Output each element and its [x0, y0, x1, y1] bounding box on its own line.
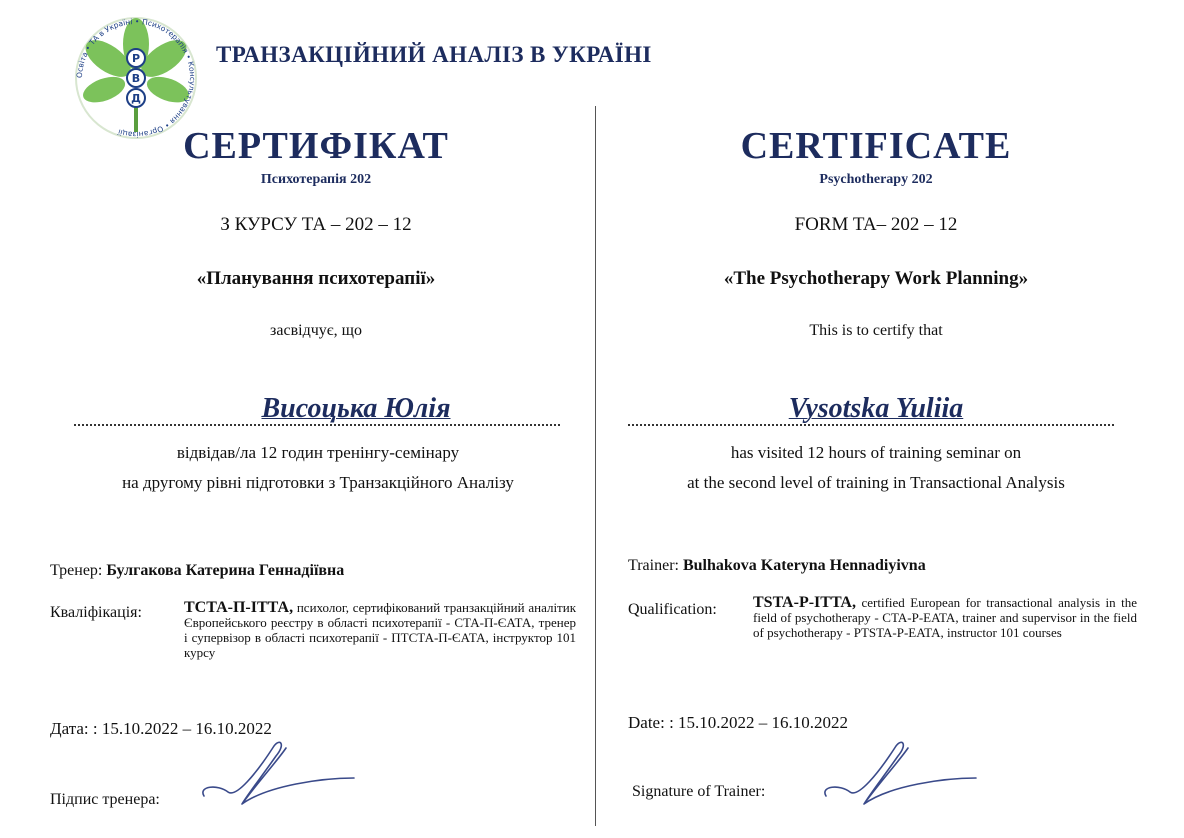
- certificate-subtitle-en: Psychotherapy 202: [819, 172, 933, 187]
- trainer-signature-ua: [196, 738, 360, 810]
- trainer-line-ua: [50, 562, 344, 580]
- attended-line2-en: at the second level of training in Transactional Analysis: [687, 473, 1065, 492]
- date-en: Date: : 15.10.2022 – 16.10.2022: [628, 713, 849, 732]
- signature-label-en: Signature of Trainer:: [632, 783, 766, 800]
- org-title: ТРАНЗАКЦІЙНИЙ АНАЛІЗ В УКРАЇНІ: [216, 42, 652, 67]
- attended-line1-en: has visited 12 hours of training seminar on: [730, 443, 1022, 462]
- certificate-title-en: CERTIFICATE: [740, 125, 1012, 167]
- logo-letter: Р: [131, 52, 141, 65]
- qualification-code-en: TSTA-P-ITTA,: [753, 594, 856, 611]
- qualification-label-en: Qualification:: [628, 601, 717, 618]
- qualification-text-ua: [184, 600, 576, 660]
- course-name-en: «The Psychotherapy Work Planning»: [723, 268, 1029, 289]
- qualification-label-ua: Кваліфікація:: [50, 604, 142, 621]
- course-code-ua: З КУРСУ ТА – 202 – 12: [220, 214, 412, 235]
- course-name-ua: «Планування психотерапії»: [196, 268, 436, 289]
- certificate-subtitle-ua: Психотерапія 202: [260, 172, 372, 187]
- recipient-name-en: Vysotska Yuliia: [788, 393, 964, 424]
- trainer-line-en: [628, 557, 926, 575]
- name-underline-en: [628, 424, 1114, 426]
- date-ua: Дата: : 15.10.2022 – 16.10.2022: [50, 719, 272, 738]
- name-underline-ua: [74, 424, 560, 426]
- logo-letter: Д: [131, 92, 141, 105]
- qualification-text-en: [753, 595, 1137, 640]
- org-logo: [72, 14, 200, 142]
- trainer-label-ua: Тренер:: [50, 562, 103, 579]
- trainer-name-ua: Булгакова Катерина Геннадіївна: [106, 562, 345, 579]
- logo-letter: В: [131, 72, 141, 85]
- signature-label-ua: Підпис тренера:: [50, 791, 160, 808]
- recipient-name-ua: Висоцька Юлія: [261, 393, 451, 424]
- certificate-title-ua: СЕРТИФІКАТ: [183, 125, 449, 167]
- trainer-label-en: Trainer:: [628, 557, 679, 574]
- certify-text-en: This is to certify that: [809, 322, 943, 339]
- trainer-name-en: Bulhakova Kateryna Hennadiyivna: [682, 557, 926, 574]
- qualification-desc-ua: психолог, сертифікований транзакційний аналітик Європейського реєстру в області психотерапії - СТА-П-ЄАТА, тренер і супервізор в області психотерапії - ПТСТА-П-ЄАТА, інструктор 101 курсу: [184, 600, 577, 660]
- certify-text-ua: засвідчує, що: [270, 322, 362, 339]
- attended-line1-ua: відвідав/ла 12 годин тренінгу-семінару: [176, 443, 460, 462]
- qualification-desc-en: certified European for transactional analysis in the field of psychotherapy - CTA-P-EATA, trainer and supervisor in the field of psychotherapy - PTSTA-P-EATA, instructor 101 courses: [753, 595, 1137, 640]
- course-code-en: FORM TA– 202 – 12: [794, 214, 958, 235]
- attended-line2-ua: на другому рівні підготовки з Транзакційного Аналізу: [122, 473, 514, 492]
- qualification-code-ua: ТСТА-П-ІТТА,: [184, 599, 294, 616]
- logo-ring-text: Освіта • ТА в Україні • Психотерапія • Консультування • Організації: [74, 16, 198, 140]
- trainer-signature-en: [818, 738, 982, 810]
